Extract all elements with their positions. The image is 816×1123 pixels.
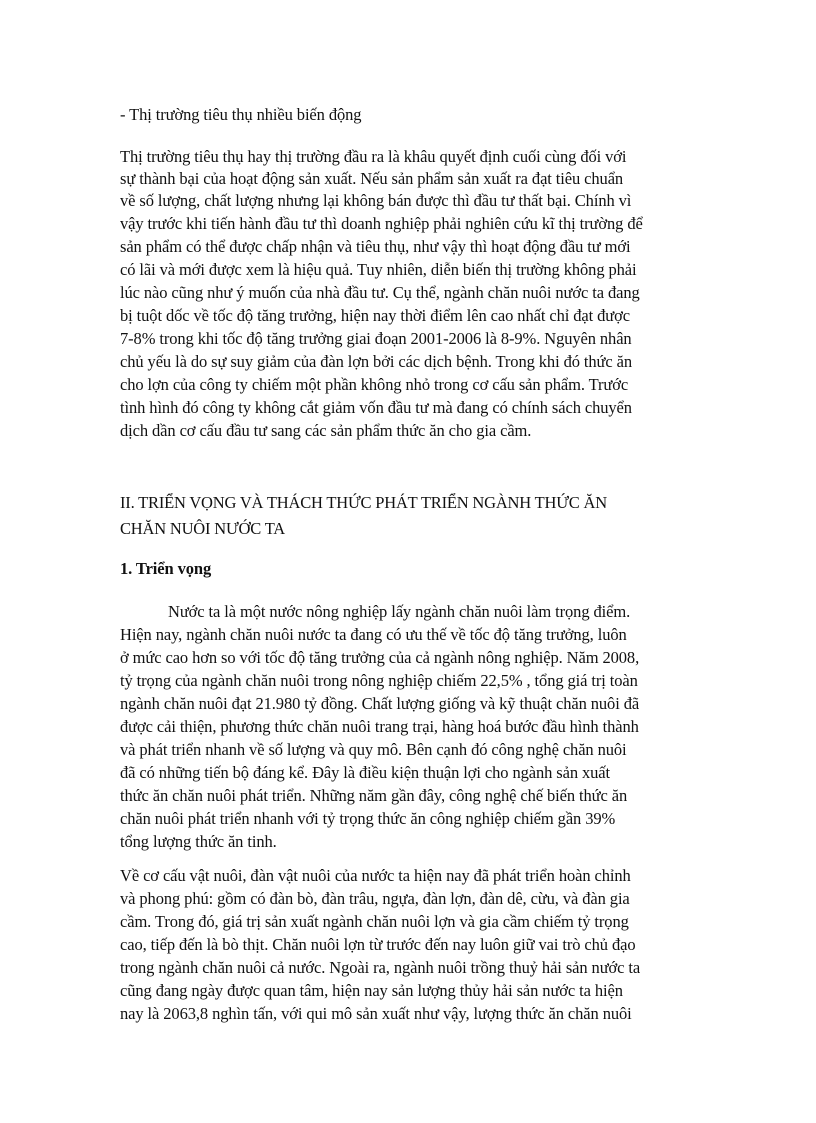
paragraph-line: và phát triển nhanh về số lượng và quy mô. Bên cạnh đó công nghệ chăn nuôi [120, 740, 627, 759]
paragraph-line: được cải thiện, phương thức chăn nuôi trang trại, hàng hoá bước đầu hình thành [120, 717, 639, 736]
paragraph-line: bị tuột dốc về tốc độ tăng trưởng, hiện nay thời điểm lên cao nhất chỉ đạt được [120, 306, 630, 325]
section-title-line: CHĂN NUÔI NƯỚC TA [120, 519, 285, 538]
paragraph-line: tỷ trọng của ngành chăn nuôi trong nông nghiệp chiếm 22,5% , tổng giá trị toàn [120, 671, 638, 690]
paragraph-line: cao, tiếp đến là bò thịt. Chăn nuôi lợn từ trước đến nay luôn giữ vai trò chủ đạo [120, 935, 636, 954]
paragraph-line: ở mức cao hơn so với tốc độ tăng trưởng của cả ngành nông nghiệp. Năm 2008, [120, 648, 640, 667]
paragraph-line: và phong phú: gồm có đàn bò, đàn trâu, ngựa, đàn lợn, đàn dê, cừu, và đàn gia [120, 889, 630, 908]
paragraph-line: chăn nuôi phát triển nhanh với tỷ trọng thức ăn công nghiệp chiếm gần 39% [120, 809, 616, 828]
paragraph-line: cầm. Trong đó, giá trị sản xuất ngành chăn nuôi lợn và gia cầm chiếm tỷ trọng [120, 912, 629, 931]
paragraph-line: tổng lượng thức ăn tinh. [120, 832, 277, 851]
paragraph-line: Về cơ cấu vật nuôi, đàn vật nuôi của nước ta hiện nay đã phát triển hoàn chỉnh [120, 866, 631, 885]
paragraph-line: Nước ta là một nước nông nghiệp lấy ngành chăn nuôi làm trọng điểm. [168, 602, 631, 621]
paragraph-line: về số lượng, chất lượng nhưng lại không bán được thì đầu tư thất bại. Chính vì [120, 191, 632, 210]
paragraph-line: ngành chăn nuôi đạt 21.980 tỷ đồng. Chất lượng giống và kỹ thuật chăn nuôi đã [120, 694, 640, 713]
paragraph-line: nay là 2063,8 nghìn tấn, với qui mô sản xuất như vậy, lượng thức ăn chăn nuôi [120, 1004, 632, 1023]
paragraph-line: cũng đang ngày được quan tâm, hiện nay sản lượng thủy hải sản nước ta hiện [120, 981, 623, 1000]
paragraph-line: cho lợn của công ty chiếm một phần không nhỏ trong cơ cấu sản phẩm. Trước [120, 375, 629, 394]
paragraph-line: đã có những tiến bộ đáng kể. Đây là điều kiện thuận lợi cho ngành sản xuất [120, 763, 611, 782]
paragraph-line: có lãi và mới được xem là hiệu quả. Tuy nhiên, diễn biến thị trường không phải [120, 260, 637, 279]
subsection-title: 1. Triển vọng [120, 559, 212, 578]
paragraph-line: sự thành bại của hoạt động sản xuất. Nếu sản phẩm sản xuất ra đạt tiêu chuẩn [120, 169, 624, 188]
paragraph-line: thức ăn chăn nuôi phát triển. Những năm gần đây, công nghệ chế biến thức ăn [120, 786, 628, 805]
paragraph-line: trong ngành chăn nuôi cả nước. Ngoài ra, ngành nuôi trồng thuỷ hải sản nước ta [120, 958, 641, 977]
paragraph-line: lúc nào cũng như ý muốn của nhà đầu tư. Cụ thể, ngành chăn nuôi nước ta đang [120, 283, 640, 302]
paragraph-line: chủ yếu là do sự suy giảm của đàn lợn bởi các dịch bệnh. Trong khi đó thức ăn [120, 352, 633, 371]
paragraph-line: Hiện nay, ngành chăn nuôi nước ta đang có ưu thế về tốc độ tăng trưởng, luôn [120, 625, 627, 644]
bullet-heading: - Thị trường tiêu thụ nhiều biến động [120, 105, 362, 124]
paragraph-line: dịch dần cơ cấu đầu tư sang các sản phẩm thức ăn cho gia cầm. [120, 421, 532, 440]
paragraph-line: 7-8% trong khi tốc độ tăng trưởng giai đoạn 2001-2006 là 8-9%. Nguyên nhân [120, 329, 632, 348]
paragraph-line: vậy trước khi tiến hành đầu tư thì doanh nghiệp phải nghiên cứu kĩ thị trường để [120, 214, 643, 233]
paragraph-line: tình hình đó công ty không cắt giảm vốn đầu tư mà đang có chính sách chuyển [120, 398, 632, 417]
paragraph-line: Thị trường tiêu thụ hay thị trường đầu ra là khâu quyết định cuối cùng đối với [120, 147, 627, 166]
paragraph-line: sản phẩm có thể được chấp nhận và tiêu thụ, như vậy thì hoạt động đầu tư mới [120, 237, 631, 256]
section-title-line: II. TRIỂN VỌNG VÀ THÁCH THỨC PHÁT TRIỂN NGÀNH THỨC ĂN [120, 493, 607, 512]
